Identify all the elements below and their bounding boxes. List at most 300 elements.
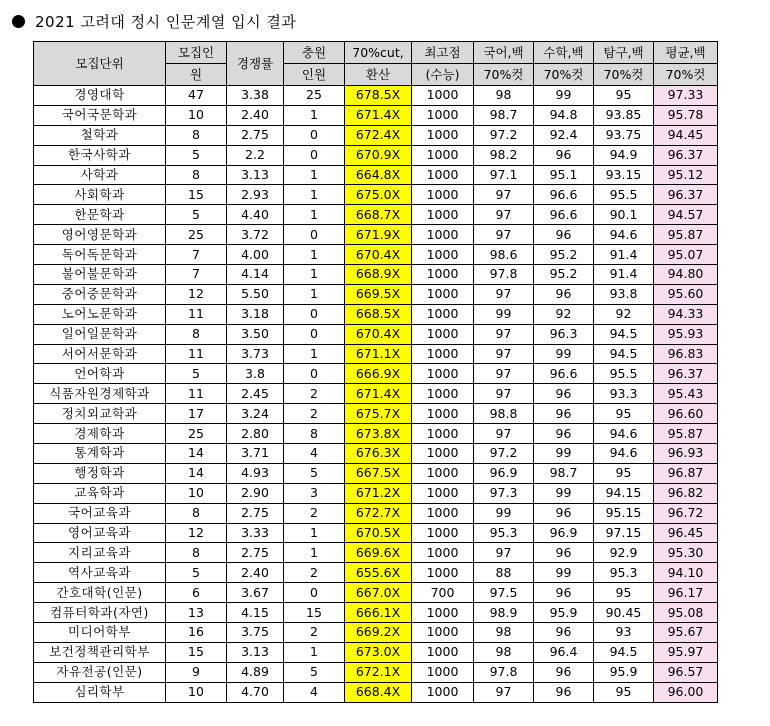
unit-cell: 정치외교학과 bbox=[34, 404, 166, 424]
max-cell: 1000 bbox=[412, 304, 474, 324]
max-cell: 1000 bbox=[412, 404, 474, 424]
unit-cell: 서어서문학과 bbox=[34, 344, 166, 364]
math-cell: 96 bbox=[534, 404, 594, 424]
math-cell: 99 bbox=[534, 483, 594, 503]
quota-cell: 8 bbox=[166, 125, 227, 145]
col-header-ratio: 경쟁률 bbox=[227, 42, 284, 86]
unit-cell: 영어교육과 bbox=[34, 523, 166, 543]
math-cell: 92.4 bbox=[534, 125, 594, 145]
ratio-cell: 3.71 bbox=[227, 444, 284, 464]
cut-cell: 669.5X bbox=[345, 284, 412, 304]
max-cell: 1000 bbox=[412, 165, 474, 185]
col-header-average: 평균,백 bbox=[654, 42, 718, 64]
math-cell: 96.6 bbox=[534, 185, 594, 205]
cut-cell: 670.4X bbox=[345, 324, 412, 344]
korean-cell: 98 bbox=[474, 642, 534, 662]
korean-cell: 97.5 bbox=[474, 583, 534, 603]
math-cell: 96.9 bbox=[534, 523, 594, 543]
max-cell: 1000 bbox=[412, 642, 474, 662]
cut-cell: 675.7X bbox=[345, 404, 412, 424]
cut-cell: 667.5X bbox=[345, 463, 412, 483]
max-cell: 1000 bbox=[412, 105, 474, 125]
inquiry-cell: 94.5 bbox=[594, 344, 654, 364]
ratio-cell: 2.93 bbox=[227, 185, 284, 205]
ratio-cell: 4.15 bbox=[227, 603, 284, 623]
unit-cell: 통계학과 bbox=[34, 444, 166, 464]
max-cell: 1000 bbox=[412, 344, 474, 364]
filled-cell: 5 bbox=[284, 662, 345, 682]
filled-cell: 0 bbox=[284, 324, 345, 344]
filled-cell: 2 bbox=[284, 623, 345, 643]
unit-cell: 컴퓨터학과(자연) bbox=[34, 603, 166, 623]
average-cell: 96.60 bbox=[654, 404, 718, 424]
average-cell: 94.80 bbox=[654, 265, 718, 285]
table-row bbox=[34, 463, 718, 483]
ratio-cell: 2.75 bbox=[227, 125, 284, 145]
inquiry-cell: 95 bbox=[594, 583, 654, 603]
max-cell: 1000 bbox=[412, 463, 474, 483]
table-row bbox=[34, 444, 718, 464]
ratio-cell: 4.89 bbox=[227, 662, 284, 682]
table-row bbox=[34, 603, 718, 623]
average-cell: 96.17 bbox=[654, 583, 718, 603]
cut-cell: 671.4X bbox=[345, 105, 412, 125]
cut-cell: 669.6X bbox=[345, 543, 412, 563]
filled-cell: 5 bbox=[284, 463, 345, 483]
average-cell: 96.87 bbox=[654, 463, 718, 483]
table-row bbox=[34, 145, 718, 165]
unit-cell: 사회학과 bbox=[34, 185, 166, 205]
col-header-filled-2: 인원 bbox=[284, 64, 345, 86]
korean-cell: 97 bbox=[474, 284, 534, 304]
table-row bbox=[34, 583, 718, 603]
inquiry-cell: 93.3 bbox=[594, 384, 654, 404]
cut-cell: 669.2X bbox=[345, 623, 412, 643]
quota-cell: 11 bbox=[166, 304, 227, 324]
korean-cell: 97 bbox=[474, 543, 534, 563]
filled-cell: 1 bbox=[284, 105, 345, 125]
korean-cell: 98.9 bbox=[474, 603, 534, 623]
cut-cell: 670.9X bbox=[345, 145, 412, 165]
cut-cell: 671.2X bbox=[345, 483, 412, 503]
unit-cell: 교육학과 bbox=[34, 483, 166, 503]
ratio-cell: 3.33 bbox=[227, 523, 284, 543]
average-cell: 95.60 bbox=[654, 284, 718, 304]
max-cell: 1000 bbox=[412, 205, 474, 225]
quota-cell: 11 bbox=[166, 384, 227, 404]
math-cell: 95.1 bbox=[534, 165, 594, 185]
filled-cell: 0 bbox=[284, 225, 345, 245]
ratio-cell: 4.93 bbox=[227, 463, 284, 483]
table-row bbox=[34, 105, 718, 125]
max-cell: 1000 bbox=[412, 563, 474, 583]
unit-cell: 미디어학부 bbox=[34, 623, 166, 643]
max-cell: 1000 bbox=[412, 245, 474, 265]
table-row bbox=[34, 324, 718, 344]
inquiry-cell: 94.5 bbox=[594, 642, 654, 662]
results-table bbox=[33, 41, 718, 703]
average-cell: 96.93 bbox=[654, 444, 718, 464]
math-cell: 99 bbox=[534, 444, 594, 464]
korean-cell: 97.2 bbox=[474, 444, 534, 464]
filled-cell: 1 bbox=[284, 284, 345, 304]
filled-cell: 1 bbox=[284, 245, 345, 265]
table-row bbox=[34, 165, 718, 185]
cut-cell: 668.9X bbox=[345, 265, 412, 285]
filled-cell: 8 bbox=[284, 424, 345, 444]
quota-cell: 5 bbox=[166, 563, 227, 583]
math-cell: 99 bbox=[534, 344, 594, 364]
ratio-cell: 3.13 bbox=[227, 165, 284, 185]
col-header-quota: 모집인 bbox=[166, 42, 227, 64]
cut-cell: 668.4X bbox=[345, 682, 412, 702]
quota-cell: 5 bbox=[166, 145, 227, 165]
table-row bbox=[34, 205, 718, 225]
average-cell: 95.12 bbox=[654, 165, 718, 185]
korean-cell: 97 bbox=[474, 185, 534, 205]
math-cell: 96 bbox=[534, 424, 594, 444]
korean-cell: 96.9 bbox=[474, 463, 534, 483]
filled-cell: 1 bbox=[284, 344, 345, 364]
average-cell: 95.87 bbox=[654, 225, 718, 245]
math-cell: 99 bbox=[534, 86, 594, 106]
col-header-math-2: 70%컷 bbox=[534, 64, 594, 86]
table-row bbox=[34, 265, 718, 285]
table-row bbox=[34, 662, 718, 682]
ratio-cell: 4.14 bbox=[227, 265, 284, 285]
quota-cell: 8 bbox=[166, 324, 227, 344]
filled-cell: 2 bbox=[284, 503, 345, 523]
math-cell: 96 bbox=[534, 145, 594, 165]
table-row bbox=[34, 344, 718, 364]
max-cell: 1000 bbox=[412, 603, 474, 623]
average-cell: 96.82 bbox=[654, 483, 718, 503]
cut-cell: 670.4X bbox=[345, 245, 412, 265]
filled-cell: 25 bbox=[284, 86, 345, 106]
inquiry-cell: 95 bbox=[594, 86, 654, 106]
unit-cell: 사학과 bbox=[34, 165, 166, 185]
table-row bbox=[34, 384, 718, 404]
math-cell: 96 bbox=[534, 662, 594, 682]
inquiry-cell: 94.6 bbox=[594, 424, 654, 444]
max-cell: 1000 bbox=[412, 444, 474, 464]
korean-cell: 97 bbox=[474, 324, 534, 344]
cut-cell: 655.6X bbox=[345, 563, 412, 583]
math-cell: 96 bbox=[534, 623, 594, 643]
math-cell: 96 bbox=[534, 384, 594, 404]
cut-cell: 668.5X bbox=[345, 304, 412, 324]
inquiry-cell: 95.15 bbox=[594, 503, 654, 523]
cut-cell: 668.7X bbox=[345, 205, 412, 225]
cut-cell: 673.8X bbox=[345, 424, 412, 444]
unit-cell: 영어영문학과 bbox=[34, 225, 166, 245]
math-cell: 96.6 bbox=[534, 205, 594, 225]
filled-cell: 2 bbox=[284, 563, 345, 583]
quota-cell: 17 bbox=[166, 404, 227, 424]
filled-cell: 4 bbox=[284, 682, 345, 702]
math-cell: 95.9 bbox=[534, 603, 594, 623]
korean-cell: 98 bbox=[474, 623, 534, 643]
filled-cell: 0 bbox=[284, 364, 345, 384]
unit-cell: 자유전공(인문) bbox=[34, 662, 166, 682]
korean-cell: 97 bbox=[474, 205, 534, 225]
ratio-cell: 4.00 bbox=[227, 245, 284, 265]
quota-cell: 10 bbox=[166, 682, 227, 702]
table-row bbox=[34, 523, 718, 543]
table-row bbox=[34, 483, 718, 503]
average-cell: 95.30 bbox=[654, 543, 718, 563]
inquiry-cell: 90.1 bbox=[594, 205, 654, 225]
page-title bbox=[12, 8, 296, 34]
cut-cell: 672.4X bbox=[345, 125, 412, 145]
korean-cell: 97 bbox=[474, 344, 534, 364]
inquiry-cell: 90.45 bbox=[594, 603, 654, 623]
max-cell: 1000 bbox=[412, 185, 474, 205]
quota-cell: 10 bbox=[166, 105, 227, 125]
quota-cell: 9 bbox=[166, 662, 227, 682]
table-row bbox=[34, 404, 718, 424]
col-header-quota-2: 원 bbox=[166, 64, 227, 86]
max-cell: 1000 bbox=[412, 623, 474, 643]
table-row bbox=[34, 623, 718, 643]
quota-cell: 13 bbox=[166, 603, 227, 623]
quota-cell: 8 bbox=[166, 165, 227, 185]
inquiry-cell: 97.15 bbox=[594, 523, 654, 543]
max-cell: 1000 bbox=[412, 125, 474, 145]
average-cell: 95.67 bbox=[654, 623, 718, 643]
max-cell: 1000 bbox=[412, 265, 474, 285]
cut-cell: 670.5X bbox=[345, 523, 412, 543]
table-row bbox=[34, 682, 718, 702]
cut-cell: 675.0X bbox=[345, 185, 412, 205]
unit-cell: 심리학부 bbox=[34, 682, 166, 702]
ratio-cell: 3.38 bbox=[227, 86, 284, 106]
unit-cell: 지리교육과 bbox=[34, 543, 166, 563]
average-cell: 96.37 bbox=[654, 364, 718, 384]
unit-cell: 경제학과 bbox=[34, 424, 166, 444]
quota-cell: 14 bbox=[166, 444, 227, 464]
cut-cell: 671.9X bbox=[345, 225, 412, 245]
col-header-korean: 국어,백 bbox=[474, 42, 534, 64]
quota-cell: 5 bbox=[166, 205, 227, 225]
math-cell: 96 bbox=[534, 583, 594, 603]
quota-cell: 7 bbox=[166, 265, 227, 285]
table-row bbox=[34, 185, 718, 205]
ratio-cell: 2.75 bbox=[227, 543, 284, 563]
table-row bbox=[34, 225, 718, 245]
korean-cell: 97.8 bbox=[474, 265, 534, 285]
unit-cell: 국어국문학과 bbox=[34, 105, 166, 125]
quota-cell: 25 bbox=[166, 424, 227, 444]
filled-cell: 3 bbox=[284, 483, 345, 503]
inquiry-cell: 95 bbox=[594, 463, 654, 483]
inquiry-cell: 94.5 bbox=[594, 324, 654, 344]
ratio-cell: 3.13 bbox=[227, 642, 284, 662]
ratio-cell: 3.72 bbox=[227, 225, 284, 245]
filled-cell: 0 bbox=[284, 304, 345, 324]
quota-cell: 8 bbox=[166, 503, 227, 523]
cut-cell: 672.7X bbox=[345, 503, 412, 523]
korean-cell: 98.7 bbox=[474, 105, 534, 125]
average-cell: 96.45 bbox=[654, 523, 718, 543]
ratio-cell: 2.90 bbox=[227, 483, 284, 503]
cut-cell: 671.4X bbox=[345, 384, 412, 404]
average-cell: 94.57 bbox=[654, 205, 718, 225]
ratio-cell: 2.2 bbox=[227, 145, 284, 165]
inquiry-cell: 91.4 bbox=[594, 245, 654, 265]
inquiry-cell: 95.3 bbox=[594, 563, 654, 583]
ratio-cell: 2.45 bbox=[227, 384, 284, 404]
col-header-unit: 모집단위 bbox=[34, 42, 166, 86]
col-header-average-2: 70%컷 bbox=[654, 64, 718, 86]
korean-cell: 98.6 bbox=[474, 245, 534, 265]
max-cell: 1000 bbox=[412, 523, 474, 543]
average-cell: 95.97 bbox=[654, 642, 718, 662]
math-cell: 94.8 bbox=[534, 105, 594, 125]
korean-cell: 98.8 bbox=[474, 404, 534, 424]
col-header-inquiry: 탐구,백 bbox=[594, 42, 654, 64]
quota-cell: 15 bbox=[166, 642, 227, 662]
math-cell: 98.7 bbox=[534, 463, 594, 483]
korean-cell: 97.8 bbox=[474, 662, 534, 682]
inquiry-cell: 95 bbox=[594, 682, 654, 702]
quota-cell: 5 bbox=[166, 364, 227, 384]
unit-cell: 국어교육과 bbox=[34, 503, 166, 523]
average-cell: 96.57 bbox=[654, 662, 718, 682]
average-cell: 95.43 bbox=[654, 384, 718, 404]
ratio-cell: 2.75 bbox=[227, 503, 284, 523]
math-cell: 96 bbox=[534, 682, 594, 702]
inquiry-cell: 93.15 bbox=[594, 165, 654, 185]
inquiry-cell: 95.9 bbox=[594, 662, 654, 682]
inquiry-cell: 94.6 bbox=[594, 225, 654, 245]
quota-cell: 11 bbox=[166, 344, 227, 364]
col-header-cut-2: 환산 bbox=[345, 64, 412, 86]
inquiry-cell: 92.9 bbox=[594, 543, 654, 563]
max-cell: 1000 bbox=[412, 145, 474, 165]
quota-cell: 15 bbox=[166, 185, 227, 205]
ratio-cell: 3.67 bbox=[227, 583, 284, 603]
korean-cell: 97 bbox=[474, 225, 534, 245]
math-cell: 96.6 bbox=[534, 364, 594, 384]
inquiry-cell: 91.4 bbox=[594, 265, 654, 285]
unit-cell: 한국사학과 bbox=[34, 145, 166, 165]
unit-cell: 언어학과 bbox=[34, 364, 166, 384]
table-body bbox=[34, 86, 718, 703]
korean-cell: 95.3 bbox=[474, 523, 534, 543]
filled-cell: 1 bbox=[284, 165, 345, 185]
inquiry-cell: 93 bbox=[594, 623, 654, 643]
table-row bbox=[34, 543, 718, 563]
math-cell: 96.3 bbox=[534, 324, 594, 344]
max-cell: 1000 bbox=[412, 424, 474, 444]
max-cell: 1000 bbox=[412, 543, 474, 563]
filled-cell: 1 bbox=[284, 523, 345, 543]
table-row bbox=[34, 245, 718, 265]
max-cell: 1000 bbox=[412, 225, 474, 245]
table-row bbox=[34, 642, 718, 662]
math-cell: 96 bbox=[534, 503, 594, 523]
inquiry-cell: 93.85 bbox=[594, 105, 654, 125]
quota-cell: 14 bbox=[166, 463, 227, 483]
korean-cell: 97.3 bbox=[474, 483, 534, 503]
unit-cell: 한문학과 bbox=[34, 205, 166, 225]
average-cell: 96.37 bbox=[654, 145, 718, 165]
unit-cell: 경영대학 bbox=[34, 86, 166, 106]
quota-cell: 16 bbox=[166, 623, 227, 643]
col-header-max-2: (수능) bbox=[412, 64, 474, 86]
filled-cell: 0 bbox=[284, 145, 345, 165]
max-cell: 700 bbox=[412, 583, 474, 603]
inquiry-cell: 95 bbox=[594, 404, 654, 424]
average-cell: 95.07 bbox=[654, 245, 718, 265]
average-cell: 96.37 bbox=[654, 185, 718, 205]
math-cell: 92 bbox=[534, 304, 594, 324]
math-cell: 95.2 bbox=[534, 245, 594, 265]
inquiry-cell: 95.5 bbox=[594, 185, 654, 205]
korean-cell: 99 bbox=[474, 503, 534, 523]
inquiry-cell: 94.15 bbox=[594, 483, 654, 503]
cut-cell: 666.9X bbox=[345, 364, 412, 384]
ratio-cell: 4.70 bbox=[227, 682, 284, 702]
max-cell: 1000 bbox=[412, 682, 474, 702]
table-row bbox=[34, 304, 718, 324]
table-row bbox=[34, 125, 718, 145]
math-cell: 96 bbox=[534, 543, 594, 563]
unit-cell: 철학과 bbox=[34, 125, 166, 145]
korean-cell: 97.1 bbox=[474, 165, 534, 185]
math-cell: 96 bbox=[534, 225, 594, 245]
korean-cell: 97 bbox=[474, 384, 534, 404]
quota-cell: 8 bbox=[166, 543, 227, 563]
korean-cell: 88 bbox=[474, 563, 534, 583]
average-cell: 94.10 bbox=[654, 563, 718, 583]
title-text: 2021 고려대 정시 인문계열 입시 결과 bbox=[35, 12, 297, 31]
average-cell: 96.83 bbox=[654, 344, 718, 364]
max-cell: 1000 bbox=[412, 284, 474, 304]
cut-cell: 667.0X bbox=[345, 583, 412, 603]
col-header-korean-2: 70%컷 bbox=[474, 64, 534, 86]
inquiry-cell: 92 bbox=[594, 304, 654, 324]
quota-cell: 6 bbox=[166, 583, 227, 603]
unit-cell: 불어불문학과 bbox=[34, 265, 166, 285]
filled-cell: 4 bbox=[284, 444, 345, 464]
average-cell: 95.08 bbox=[654, 603, 718, 623]
ratio-cell: 4.40 bbox=[227, 205, 284, 225]
math-cell: 95.2 bbox=[534, 265, 594, 285]
table-row bbox=[34, 424, 718, 444]
inquiry-cell: 94.6 bbox=[594, 444, 654, 464]
max-cell: 1000 bbox=[412, 662, 474, 682]
korean-cell: 98.2 bbox=[474, 145, 534, 165]
unit-cell: 독어독문학과 bbox=[34, 245, 166, 265]
filled-cell: 1 bbox=[284, 642, 345, 662]
korean-cell: 99 bbox=[474, 304, 534, 324]
filled-cell: 15 bbox=[284, 603, 345, 623]
table-row bbox=[34, 503, 718, 523]
unit-cell: 일어일문학과 bbox=[34, 324, 166, 344]
unit-cell: 역사교육과 bbox=[34, 563, 166, 583]
ratio-cell: 3.50 bbox=[227, 324, 284, 344]
filled-cell: 1 bbox=[284, 265, 345, 285]
korean-cell: 97.2 bbox=[474, 125, 534, 145]
quota-cell: 10 bbox=[166, 483, 227, 503]
filled-cell: 0 bbox=[284, 125, 345, 145]
ratio-cell: 3.8 bbox=[227, 364, 284, 384]
unit-cell: 행정학과 bbox=[34, 463, 166, 483]
cut-cell: 664.8X bbox=[345, 165, 412, 185]
ratio-cell: 3.18 bbox=[227, 304, 284, 324]
